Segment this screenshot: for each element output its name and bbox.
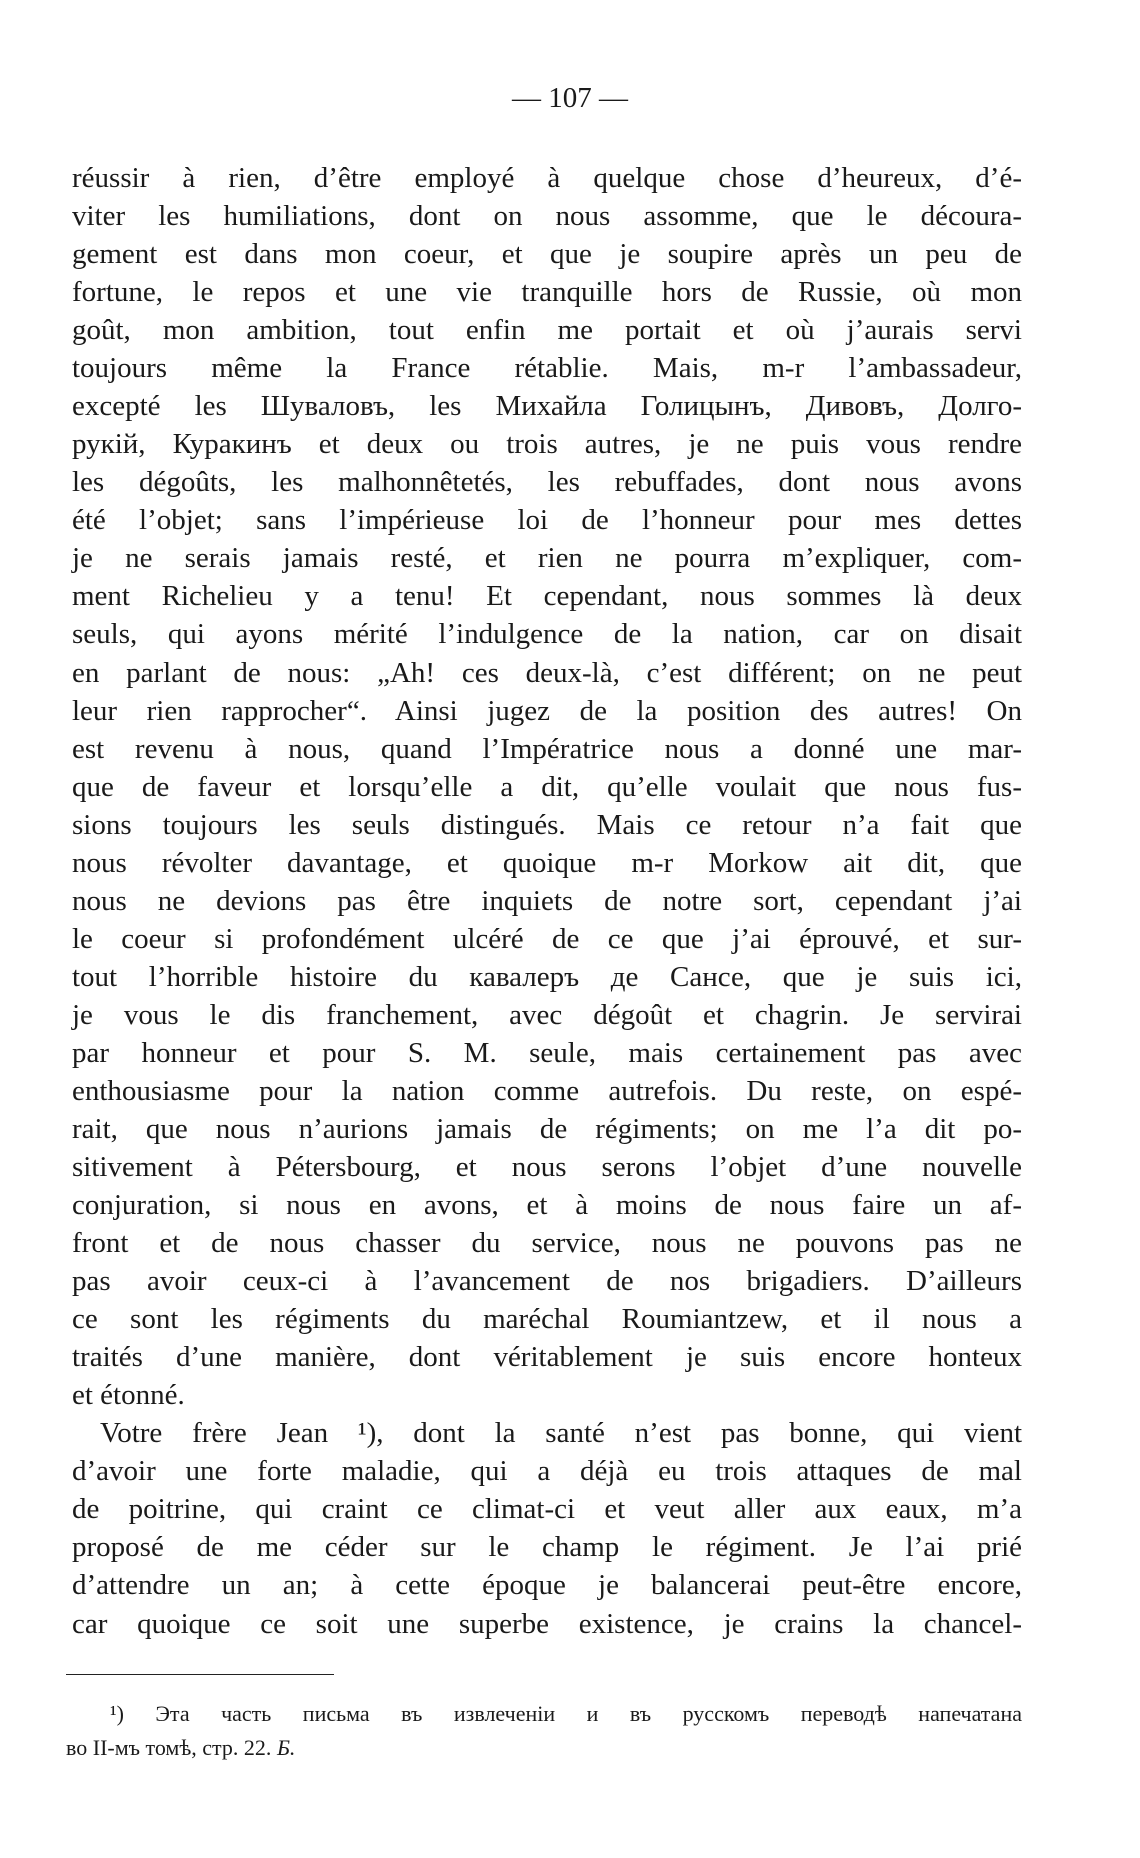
text-line: et étonné. [72,1379,185,1412]
footnote-text: во II-мъ томѣ, стр. 22. [66,1735,272,1760]
text-line: car quoique ce soit une superbe existence, je crains la chancel- [72,1607,1022,1640]
text-line: nous révolter davantage, et quoique m-r Morkow ait dit, que [72,846,1022,879]
text-line: traités d’une manière, dont véritablement je suis encore honteux [72,1341,1022,1374]
text-line: d’attendre un an; à cette époque je balancerai peut-être encore, [72,1569,1022,1602]
text-line: été l’objet; sans l’impérieuse loi de l’honneur pour mes dettes [72,504,1022,537]
text-line: sitivement à Pétersbourg, et nous serons l’objet d’une nouvelle [72,1151,1022,1184]
text-line: front et de nous chasser du service, nous ne pouvons pas ne [72,1227,1022,1260]
text-line: gement est dans mon coeur, et que je soupire après un peu de [72,238,1022,271]
text-line: par honneur et pour S. M. seule, mais certainement pas avec [72,1036,1022,1069]
text-line: goût, mon ambition, tout enfin me portait et où j’aurais servi [72,314,1022,347]
text-line: réussir à rien, d’être employé à quelque chose d’heureux, d’é- [72,162,1022,194]
text-line: рукій, Куракинъ et deux ou trois autres, je ne puis vous rendre [72,428,1022,461]
text-line: enthousiasme pour la nation comme autrefois. Du reste, on espé- [72,1074,1022,1107]
text-line: proposé de me céder sur le champ le régiment. Je l’ai prié [72,1531,1022,1564]
text-line: rait, que nous n’aurions jamais de régiments; on me l’a dit po- [72,1113,1022,1145]
text-line: ce sont les régiments du maréchal Roumiantzew, et il nous a [72,1303,1022,1336]
footnote-line [66,1734,295,1762]
text-line: est revenu à nous, quand l’Impératrice nous a donné une mar- [72,732,1022,765]
text-line: conjuration, si nous en avons, et à moins de nous faire un af- [72,1189,1022,1222]
text-line: excepté les Шуваловъ, les Михайла Голицынъ, Дивовъ, Долго- [72,390,1022,423]
footnote-line: ¹) Эта часть письма въ извлеченіи и въ русскомъ переводѣ напечатана [110,1701,1022,1726]
text-line: sions toujours les seuls distingués. Mais ce retour n’a fait que [72,808,1022,841]
text-line: de poitrine, qui craint ce climat-ci et veut aller aux eaux, m’a [72,1493,1022,1526]
footnote-signature: Б. [276,1735,296,1760]
text-line: viter les humiliations, dont on nous assomme, que le découra- [72,200,1022,233]
page-number: — 107 — [512,82,628,114]
text-line: fortune, le repos et une vie tranquille hors de Russie, où mon [72,276,1022,309]
text-line: le coeur si profondément ulcéré de ce que j’ai éprouvé, et sur- [72,922,1022,955]
text-line: nous ne devions pas être inquiets de notre sort, cependant j’ai [72,884,1022,917]
text-line: ment Richelieu y a tenu! Et cependant, nous sommes là deux [72,580,1022,613]
text-line: je vous le dis franchement, avec dégoût et chagrin. Je servirai [72,998,1022,1031]
text-line: seuls, qui ayons mérité l’indulgence de la nation, car on disait [72,618,1022,651]
text-line: en parlant de nous: „Ah! ces deux-là, c’est différent; on ne peut [72,656,1022,689]
text-line: tout l’horrible histoire du кавалеръ де Сансе, que je suis ici, [72,960,1022,993]
text-line: je ne serais jamais resté, et rien ne pourra m’expliquer, com- [72,542,1022,575]
text-line: toujours même la France rétablie. Mais, m-r l’ambassadeur, [72,352,1022,385]
text-line: les dégoûts, les malhonnêtetés, les rebuffades, dont nous avons [72,466,1022,499]
text-line: d’avoir une forte maladie, qui a déjà eu trois attaques de mal [72,1455,1022,1488]
footnote-separator [66,1674,334,1675]
text-line: leur rien rapprocher“. Ainsi jugez de la position des autres! On [72,694,1022,727]
text-line: que de faveur et lorsqu’elle a dit, qu’elle voulait que nous fus- [72,770,1022,803]
text-line: Votre frère Jean ¹), dont la santé n’est pas bonne, qui vient [100,1417,1022,1450]
text-line: pas avoir ceux-ci à l’avancement de nos brigadiers. D’ailleurs [72,1265,1022,1298]
